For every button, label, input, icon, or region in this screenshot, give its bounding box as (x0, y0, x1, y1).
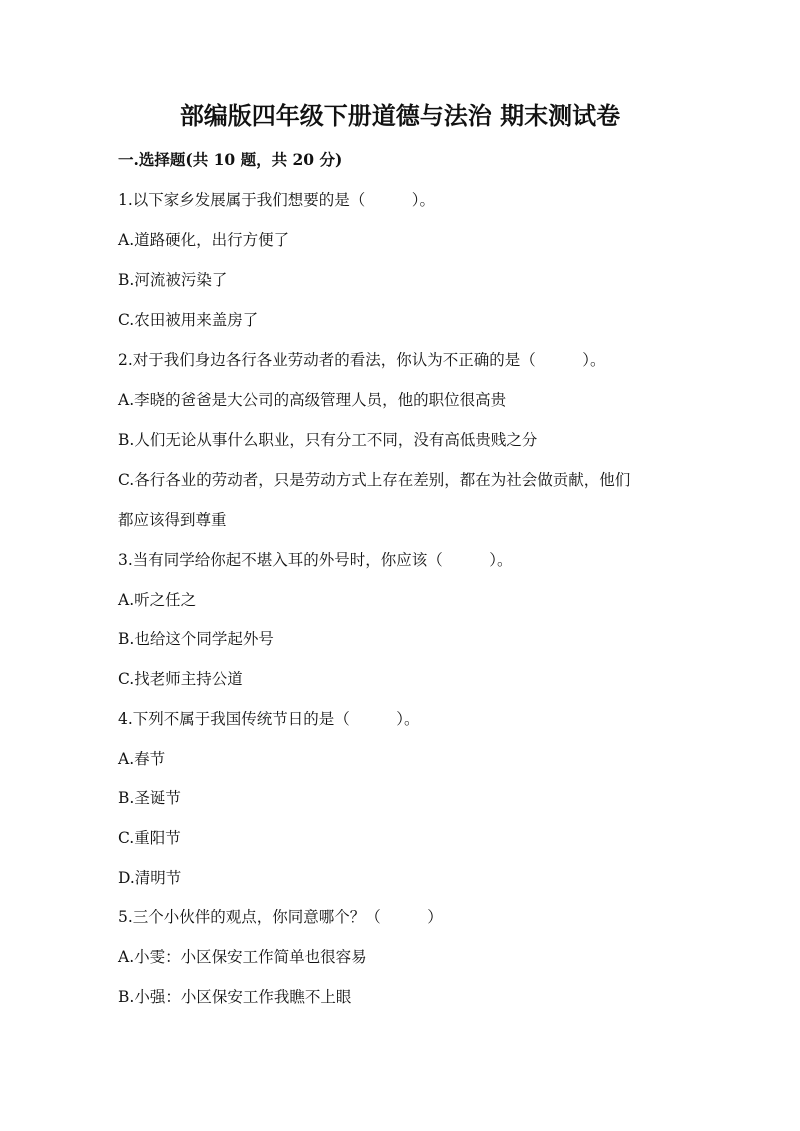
question-4-option-d: D.清明节 (118, 869, 182, 887)
question-3-option-b: B.也给这个同学起外号 (118, 630, 274, 648)
question-3-option-c: C.找老师主持公道 (118, 670, 243, 688)
question-stem-2: 2.对于我们身边各行各业劳动者的看法，你认为不正确的是（ ）。 (118, 351, 606, 369)
question-1-option-c: C.农田被用来盖房了 (118, 311, 259, 329)
question-2-option-c-continuation: 都应该得到尊重 (118, 511, 227, 529)
question-1-option-a: A.道路硬化，出行方便了 (118, 231, 290, 249)
question-stem-3: 3.当有同学给你起不堪入耳的外号时，你应该（ ）。 (118, 551, 513, 569)
question-4-option-a: A.春节 (118, 750, 166, 768)
question-2-option-c: C.各行各业的劳动者，只是劳动方式上存在差别，都在为社会做贡献，他们 (118, 471, 631, 489)
section-heading: 一.选择题(共 10 题，共 20 分) (118, 150, 343, 169)
question-2-option-b: B.人们无论从事什么职业，只有分工不同，没有高低贵贱之分 (118, 431, 538, 449)
question-stem-5: 5.三个小伙伴的观点，你同意哪个？（ ） (118, 908, 443, 926)
page-title: 部编版四年级下册道德与法治 期末测试卷 (179, 101, 621, 130)
question-1-option-b: B.河流被污染了 (118, 271, 228, 289)
question-4-option-c: C.重阳节 (118, 829, 181, 847)
question-4-option-b: B.圣诞节 (118, 789, 181, 807)
question-5-option-a: A.小雯：小区保安工作简单也很容易 (118, 948, 367, 966)
question-3-option-a: A.听之任之 (118, 591, 197, 609)
question-stem-4: 4.下列不属于我国传统节日的是（ ）。 (118, 710, 420, 728)
question-5-option-b: B.小强：小区保安工作我瞧不上眼 (118, 988, 352, 1006)
question-stem-1: 1.以下家乡发展属于我们想要的是（ ）。 (118, 191, 436, 209)
question-2-option-a: A.李晓的爸爸是大公司的高级管理人员，他的职位很高贵 (118, 391, 507, 409)
